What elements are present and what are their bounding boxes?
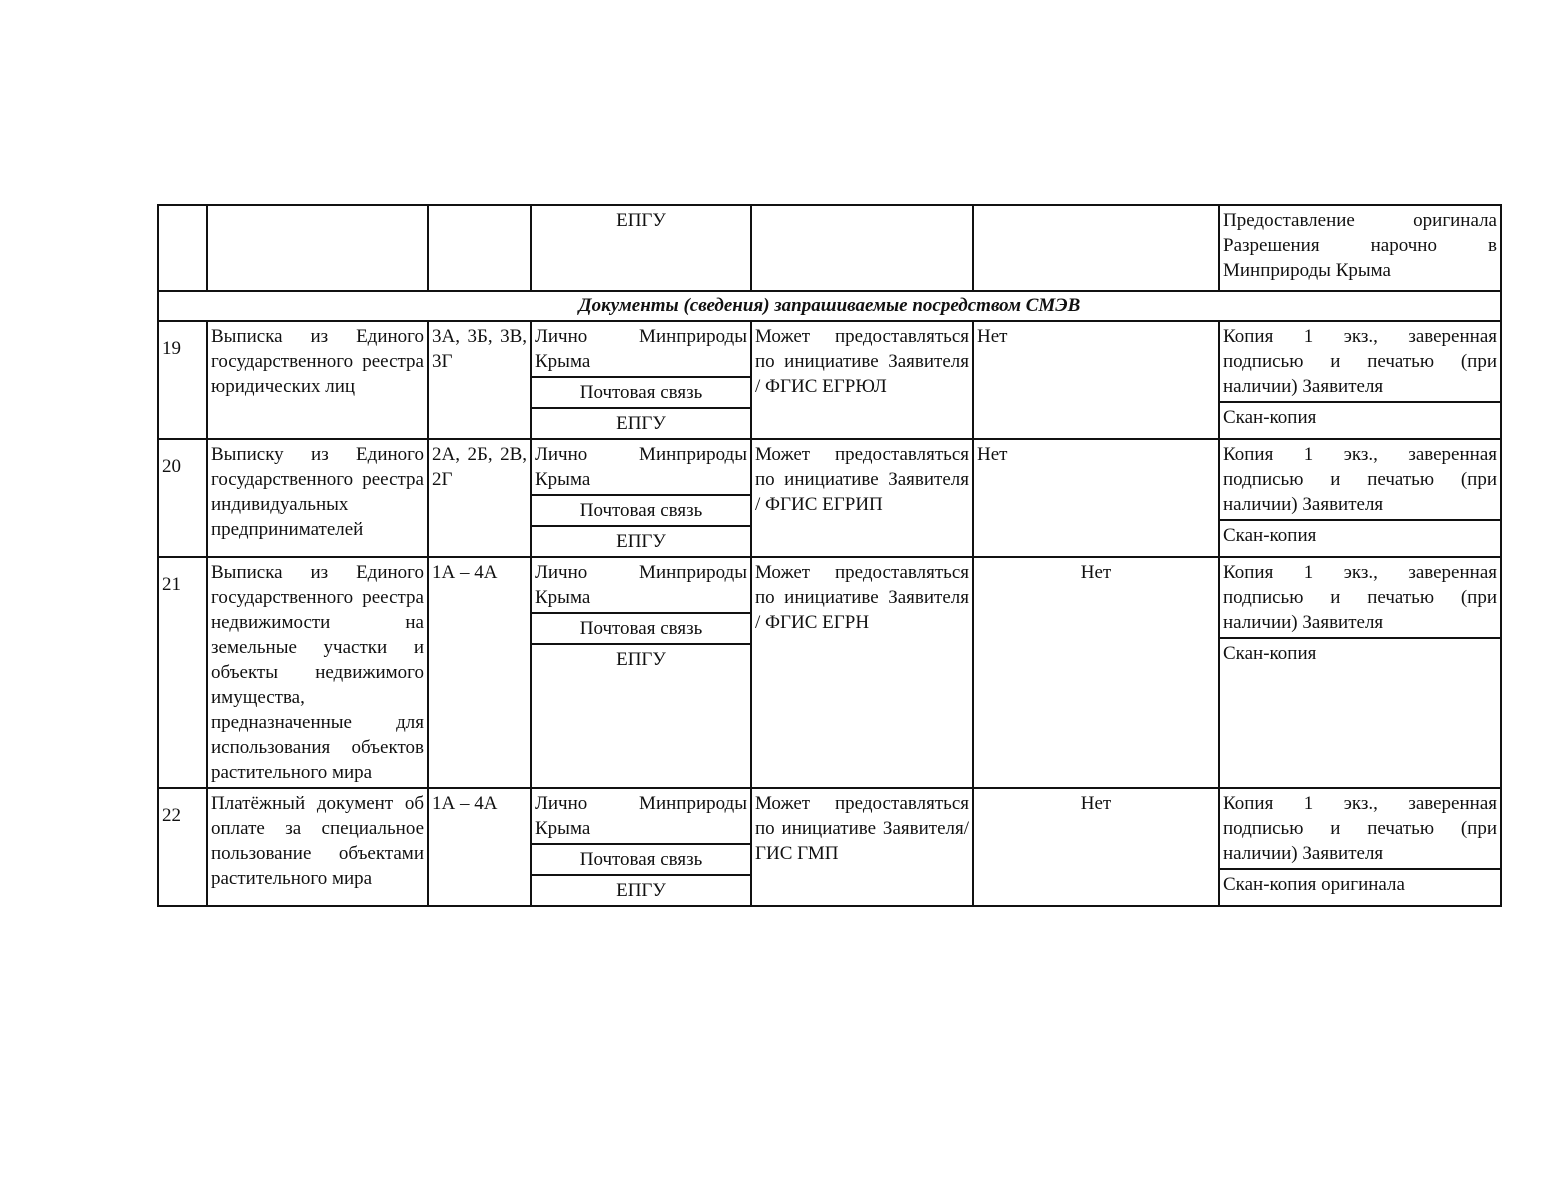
- applicant-codes: 1А – 4А: [428, 788, 531, 906]
- provision-terms: Может предоставляться по инициативе Заявителя / ФГИС ЕГРЮЛ: [751, 321, 973, 439]
- submission-methods: [531, 439, 751, 557]
- section-row: [158, 291, 1501, 321]
- row-number: 19: [158, 321, 207, 439]
- document-forms: [1219, 557, 1501, 788]
- table-rows: [158, 321, 1501, 906]
- table-row: [158, 557, 1501, 788]
- method-in-person: Лично Минприроды Крыма: [532, 558, 750, 614]
- method-in-person: Лично Минприроды Крыма: [532, 789, 750, 845]
- form-scan: Скан-копия оригинала: [1223, 874, 1405, 895]
- method-epgu: ЕПГУ: [616, 880, 666, 901]
- method-in-person: Лично Минприроды Крыма: [532, 440, 750, 496]
- cell-provision: [751, 205, 973, 291]
- method-epgu: ЕПГУ: [616, 649, 666, 670]
- row-number: 20: [158, 439, 207, 557]
- table-row-top: [158, 205, 1501, 291]
- cell-codes: [428, 205, 531, 291]
- cell-name: [207, 205, 428, 291]
- document-name: Выписку из Единого государственного реестра индивидуальных предпринимателей: [207, 439, 428, 557]
- document-forms: [1219, 788, 1501, 906]
- provision-terms: Может предоставляться по инициативе Заявителя / ФГИС ЕГРН: [751, 557, 973, 788]
- method-epgu: ЕПГУ: [616, 531, 666, 552]
- cell-method: ЕПГУ: [531, 205, 751, 291]
- form-scan: Скан-копия: [1223, 643, 1317, 664]
- provision-terms: Может предоставляться по инициативе Заявителя/ ГИС ГМП: [751, 788, 973, 906]
- cell-num: [158, 205, 207, 291]
- method-post: Почтовая связь: [532, 496, 750, 527]
- cell-mandatory: [973, 205, 1219, 291]
- document-forms: [1219, 321, 1501, 439]
- documents-table: [157, 204, 1502, 907]
- submission-methods: [531, 557, 751, 788]
- applicant-codes: 3А, 3Б, 3В, 3Г: [428, 321, 531, 439]
- provision-terms: Может предоставляться по инициативе Заявителя / ФГИС ЕГРИП: [751, 439, 973, 557]
- document-forms: [1219, 439, 1501, 557]
- method-in-person: Лично Минприроды Крыма: [532, 322, 750, 378]
- submission-methods: [531, 321, 751, 439]
- form-copy: Копия 1 экз., заверенная подписью и печатью (при наличии) Заявителя: [1220, 440, 1500, 521]
- method-post: Почтовая связь: [532, 614, 750, 645]
- table-row: [158, 439, 1501, 557]
- mandatory-flag: Нет: [973, 321, 1219, 439]
- method-epgu: ЕПГУ: [616, 413, 666, 434]
- document-name: Выписка из Единого государственного реестра юридических лиц: [207, 321, 428, 439]
- section-title: Документы (сведения) запрашиваемые посредством СМЭВ: [158, 291, 1501, 321]
- cell-form: Предоставление оригинала Разрешения нарочно в Минприроды Крыма: [1219, 205, 1501, 291]
- mandatory-flag: Нет: [973, 439, 1219, 557]
- form-copy: Копия 1 экз., заверенная подписью и печатью (при наличии) Заявителя: [1220, 322, 1500, 403]
- row-number: 22: [158, 788, 207, 906]
- document-name: Платёжный документ об оплате за специальное пользование объектами растительного мира: [207, 788, 428, 906]
- mandatory-flag: Нет: [973, 557, 1219, 788]
- table-row: [158, 788, 1501, 906]
- applicant-codes: 2А, 2Б, 2В, 2Г: [428, 439, 531, 557]
- form-scan: Скан-копия: [1223, 525, 1317, 546]
- form-copy: Копия 1 экз., заверенная подписью и печатью (при наличии) Заявителя: [1220, 789, 1500, 870]
- applicant-codes: 1А – 4А: [428, 557, 531, 788]
- document-name: Выписка из Единого государственного реестра недвижимости на земельные участки и объекты недвижимого имущества, предназначенные для использования объектов растительного мира: [207, 557, 428, 788]
- form-copy: Копия 1 экз., заверенная подписью и печатью (при наличии) Заявителя: [1220, 558, 1500, 639]
- table-row: [158, 321, 1501, 439]
- form-scan: Скан-копия: [1223, 407, 1317, 428]
- submission-methods: [531, 788, 751, 906]
- mandatory-flag: Нет: [973, 788, 1219, 906]
- method-post: Почтовая связь: [532, 378, 750, 409]
- method-post: Почтовая связь: [532, 845, 750, 876]
- row-number: 21: [158, 557, 207, 788]
